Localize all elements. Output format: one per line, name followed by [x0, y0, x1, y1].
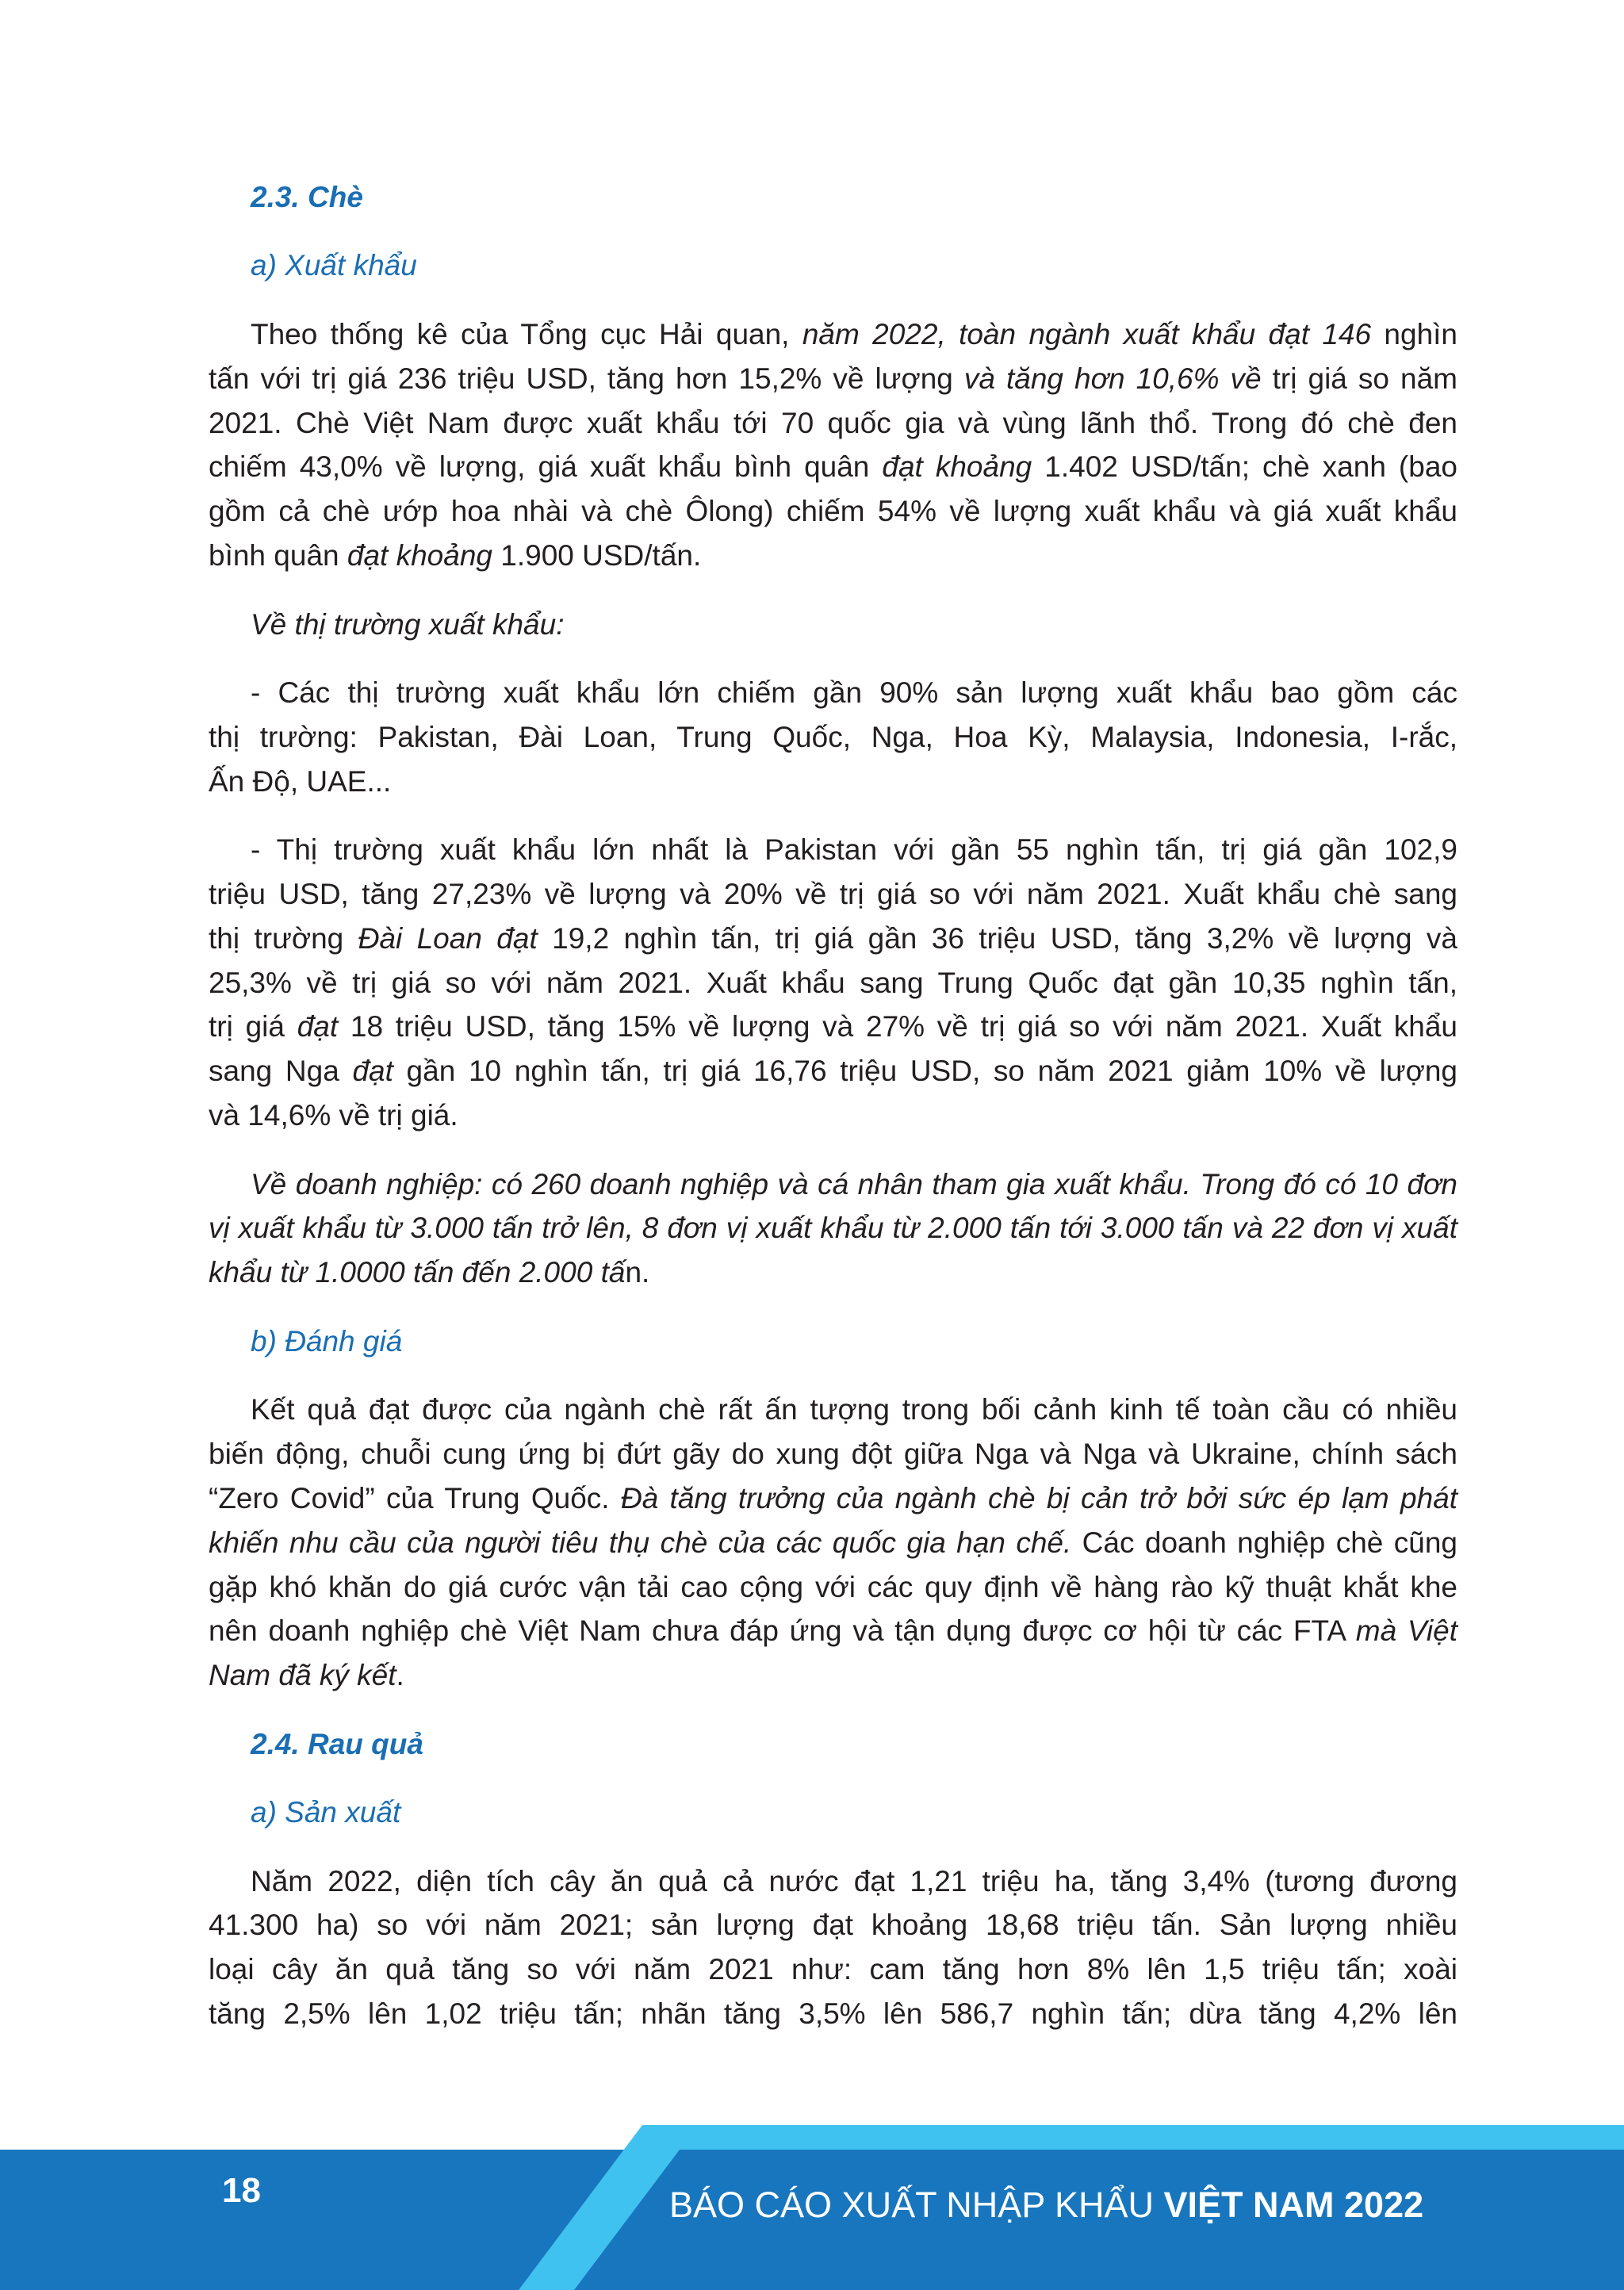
text-run: trị giá so năm [1261, 362, 1457, 395]
italic-run: Đà tăng trưởng của ngành chè bị cản trở bởi sức ép lạm phát [620, 1481, 1458, 1515]
text-run: tấn với trị giá 236 triệu USD, tăng hơn 15,2% về lượng [209, 362, 964, 395]
section-title: 2.4. Rau quả [251, 1727, 423, 1760]
text-run: “Zero Covid” của Trung Quốc. [209, 1481, 621, 1515]
text-run: 1.900 USD/tấn. [492, 539, 702, 572]
text-run: thị trường [209, 921, 358, 955]
subsection-title: a) Xuất khẩu [251, 249, 417, 282]
text-run: chiếm 43,0% về lượng, giá xuất khẩu bình quân [209, 450, 883, 484]
section-title: 2.3. Chè [251, 181, 363, 213]
text-line: Về doanh nghiệp: có 260 doanh nghiệp và cá nhân tham gia xuất khẩu. Trong đó có 10 đơn [251, 1167, 1457, 1201]
market-label [209, 603, 1457, 647]
italic-run: khẩu từ 1.0000 tấn đến 2.000 tấ [209, 1256, 626, 1289]
italic-run: khiến nhu cầu của người tiêu thụ chè của các quốc gia hạn chế. [209, 1526, 1072, 1559]
footer-title [669, 2187, 1423, 2223]
text-run: sang Nga [209, 1055, 353, 1088]
text-line: gồm cả chè ướp hoa nhài và chè Ôlong) chiếm 54% về lượng xuất khẩu và giá xuất khẩu [209, 495, 1457, 528]
text-run: trị giá [209, 1010, 297, 1044]
text-line: Kết quả đạt được của ngành chè rất ấn tượng trong bối cảnh kinh tế toàn cầu có nhiều [251, 1393, 1457, 1426]
paragraph-export-summary [209, 312, 1457, 578]
text-line: 41.300 ha) so với năm 2021; sản lượng đạt khoảng 18,68 triệu tấn. Sản lượng nhiều [209, 1909, 1457, 1942]
text-line: Ấn Độ, UAE... [209, 764, 392, 798]
subheading-assessment [209, 1319, 1457, 1364]
text-run: n. [625, 1256, 650, 1289]
text-line: thị trường: Pakistan, Đài Loan, Trung Quốc, Nga, Hoa Kỳ, Malaysia, Indonesia, I-rắc, [209, 720, 1457, 753]
text-run: Các doanh nghiệp chè cũng [1071, 1526, 1457, 1559]
italic-run: đạt [352, 1055, 393, 1088]
italic-run: Nam đã ký kết [209, 1659, 396, 1692]
italic-run: đạt [297, 1010, 339, 1044]
text-line [209, 1005, 1457, 1049]
text-line: và 14,6% về trị giá. [209, 1099, 458, 1132]
subheading-export [209, 243, 1457, 288]
text-run: 1.402 USD/tấn; chè xanh (bao [1032, 450, 1457, 484]
text-line: biến động, chuỗi cung ứng bị đứt gãy do xung đột giữa Nga và Nga và Ukraine, chính sách [209, 1438, 1457, 1470]
text-line: - Thị trường xuất khẩu lớn nhất là Pakistan với gần 55 nghìn tấn, trị giá gần 102,9 [251, 833, 1457, 867]
text-line [209, 1653, 1457, 1698]
text-line [209, 357, 1457, 401]
italic-run: và tăng hơn 10,6% về [963, 362, 1262, 395]
text-line: Năm 2022, diện tích cây ăn quả cả nước đạt 1,21 triệu ha, tăng 3,4% (tương đương [251, 1864, 1457, 1897]
text-line: triệu USD, tăng 27,23% về lượng và 20% về trị giá so với năm 2021. Xuất khẩu chè sang [209, 877, 1457, 910]
text-line [209, 312, 1457, 357]
paragraph-production [209, 1859, 1457, 2036]
text-line: 2021. Chè Việt Nam được xuất khẩu tới 70 quốc gia và vùng lãnh thổ. Trong đó chè đen [209, 406, 1457, 439]
text-line [209, 445, 1457, 489]
text-run: 19,2 nghìn tấn, trị giá gần 36 triệu USD, tăng 3,2% về lượng và [537, 921, 1457, 955]
page-number: 18 [222, 2171, 261, 2210]
paragraph-assessment [209, 1388, 1457, 1698]
text-run: . [396, 1659, 404, 1692]
text-line: loại cây ăn quả tăng so với năm 2021 như: cam tăng hơn 8% lên 1,5 triệu tấn; xoài [209, 1953, 1457, 1986]
section-heading-tea [209, 175, 1457, 220]
text-line: vị xuất khẩu từ 3.000 tấn trở lên, 8 đơn vị xuất khẩu từ 2.000 tấn tới 3.000 tấn và 22 đơn vị xuất [209, 1212, 1457, 1245]
paragraph-enterprises [209, 1162, 1457, 1296]
text-line [209, 1521, 1457, 1565]
subsection-title: b) Đánh giá [251, 1324, 403, 1358]
italic-run: đạt khoảng [882, 450, 1032, 484]
text-line [209, 1609, 1457, 1653]
text-line [209, 1476, 1457, 1521]
page-content [209, 175, 1457, 2036]
subheading-production [209, 1790, 1457, 1835]
paragraph-markets-detail [209, 828, 1457, 1138]
text-line: tăng 2,5% lên 1,02 triệu tấn; nhãn tăng 3,5% lên 586,7 nghìn tấn; dừa tăng 4,2% lên [209, 1997, 1457, 2031]
market-label-text: Về thị trường xuất khẩu: [251, 607, 565, 641]
page-footer [0, 2125, 1624, 2290]
text-line: - Các thị trường xuất khẩu lớn chiếm gần 90% sản lượng xuất khẩu bao gồm các [251, 676, 1457, 709]
italic-run: mà Việt [1355, 1614, 1457, 1648]
text-line [209, 534, 1457, 578]
section-heading-fruit-veg [209, 1722, 1457, 1767]
paragraph-markets-overview [209, 671, 1457, 804]
text-line: gặp khó khăn do giá cước vận tải cao cộng với các quy định về hàng rào kỹ thuật khắt khe [209, 1570, 1457, 1603]
text-line: 25,3% về trị giá so với năm 2021. Xuất khẩu sang Trung Quốc đạt gần 10,35 nghìn tấn, [209, 966, 1457, 999]
footer-title-regular: BÁO CÁO XUẤT NHẬP KHẨU [669, 2185, 1154, 2225]
text-run: nghìn [1371, 317, 1458, 350]
text-run: 18 triệu USD, tăng 15% về lượng và 27% về trị giá so với năm 2021. Xuất khẩu [338, 1010, 1457, 1044]
text-line [209, 1049, 1457, 1093]
footer-title-bold: VIỆT NAM 2022 [1163, 2185, 1424, 2225]
text-run: nên doanh nghiệp chè Việt Nam chưa đáp ứng và tận dụng được cơ hội từ các FTA [209, 1614, 1356, 1648]
italic-run: đạt khoảng [347, 539, 492, 572]
italic-run: Đài Loan đạt [358, 921, 538, 955]
text-run: bình quân [209, 539, 347, 572]
text-line [209, 917, 1457, 961]
italic-run: năm 2022, toàn ngành xuất khẩu đạt 146 [802, 317, 1372, 350]
subsection-title: a) Sản xuất [251, 1796, 401, 1829]
text-line [209, 1250, 1457, 1295]
text-run: gần 10 nghìn tấn, trị giá 16,76 triệu USD, so năm 2021 giảm 10% về lượng [393, 1055, 1458, 1088]
text-run: Theo thống kê của Tổng cục Hải quan, [251, 317, 802, 350]
